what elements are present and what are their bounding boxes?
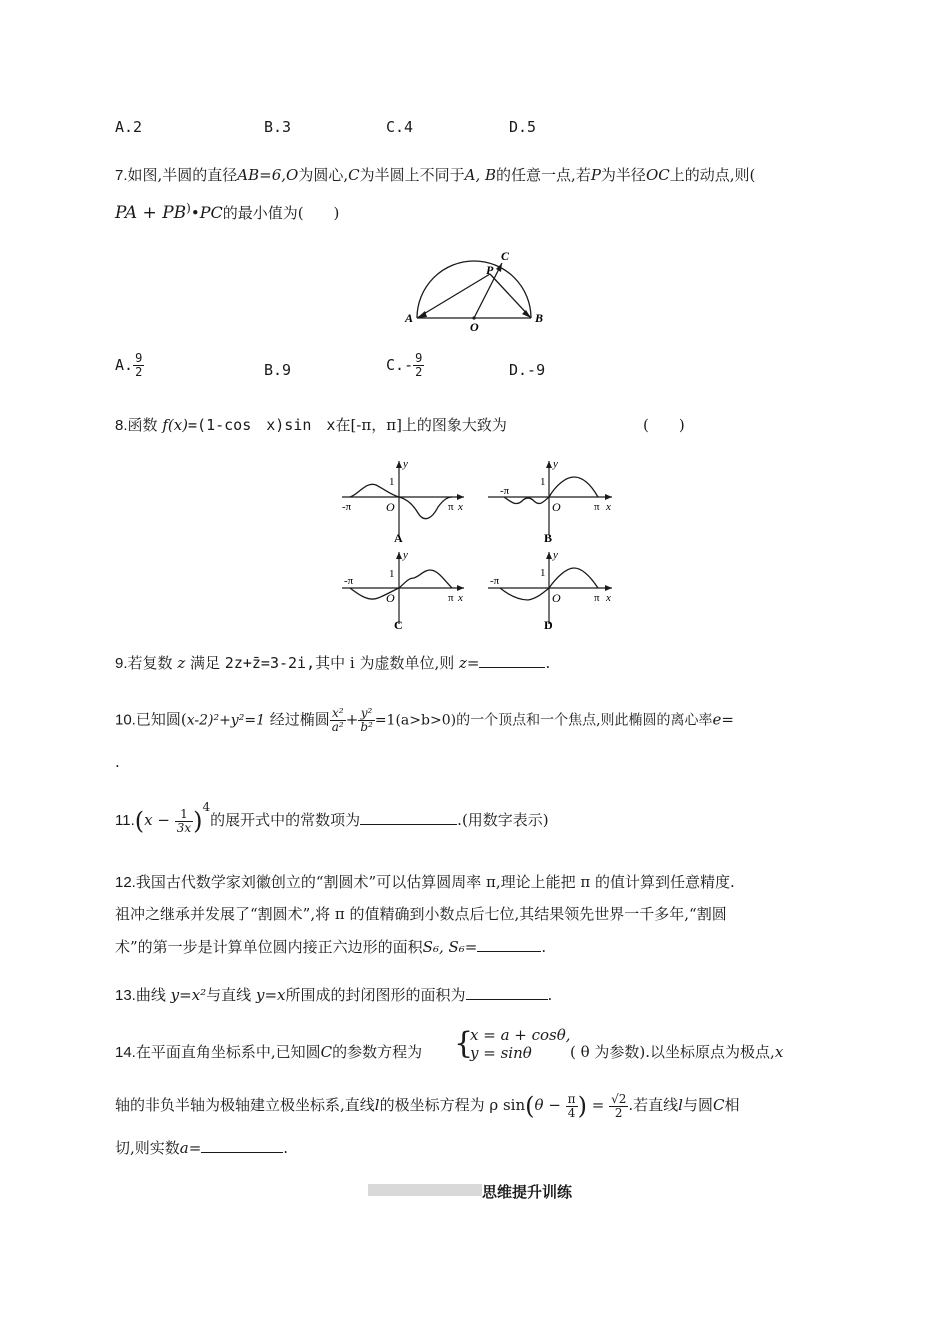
svg-text:-π: -π bbox=[344, 575, 354, 587]
q11-line: 11.(x − $\frac{1}{3x}$ )$^4$的展开式中的常数项为 .(用数字表示) bbox=[115, 800, 549, 835]
q12-line3: 术”的第一步是计算单位圆内接正六边形的面积S₆, S₆= . bbox=[115, 938, 547, 956]
svg-text:-π: -π bbox=[342, 501, 352, 513]
svg-text:π: π bbox=[448, 592, 454, 604]
arrow-b bbox=[522, 310, 531, 318]
svg-text:1: 1 bbox=[540, 476, 546, 488]
q10-line: 10.已知圆(x-2)²+y²=1 经过椭圆 $\frac{\text{x²}}{\text{a²}}$ + $\frac{\text{y²}}{\text{b²}}$ =1(a>b>0)的一个顶点和一个焦点,则此椭圆的离心率e= bbox=[115, 706, 734, 734]
arrow-c bbox=[496, 263, 502, 272]
svg-text:x: x bbox=[458, 592, 463, 604]
label-p: P bbox=[486, 263, 494, 277]
vector-pa bbox=[417, 274, 490, 318]
q13-line: 13.曲线 y=x²与直线 y=x所围成的封闭图形的面积为 . bbox=[115, 986, 553, 1004]
q6-option-a: A.2 bbox=[115, 118, 143, 136]
q6-option-d: D.5 bbox=[509, 118, 537, 136]
q14-line3: 切,则实数a= . bbox=[115, 1139, 289, 1157]
q7-vector-pc: PC bbox=[199, 203, 223, 222]
svg-text:y: y bbox=[403, 549, 408, 561]
graph-c-label: C bbox=[394, 618, 403, 632]
svg-text:O: O bbox=[552, 500, 561, 514]
svg-text:y: y bbox=[403, 458, 408, 470]
q12-line1: 12.我国古代数学家刘徽创立的“割圆术”可以估算圆周率 π,理论上能把 π 的值计算到任意精度. bbox=[115, 873, 735, 891]
svg-text:π: π bbox=[448, 501, 454, 513]
q14-line1-end: ( θ 为参数).以坐标原点为极点,x bbox=[570, 1043, 784, 1061]
q7-vector-expr: PA + PB bbox=[115, 203, 187, 223]
q7-option-c: C.- $\frac{9}{2}$ bbox=[386, 351, 423, 379]
svg-text:x: x bbox=[606, 501, 611, 513]
svg-text:O: O bbox=[386, 591, 395, 605]
label-a: A bbox=[405, 311, 414, 325]
q14-line2: 轴的非负半轴为极轴建立极坐标系,直线l的极坐标方程为 ρ sin(θ − $\frac{\pi}{4}$ ) = $\frac{√2}{2}$ .若直线l与圆C相 bbox=[115, 1091, 740, 1120]
svg-text:π: π bbox=[594, 592, 600, 604]
q6-option-c: C.4 bbox=[386, 118, 414, 136]
svg-text:-π: -π bbox=[490, 575, 500, 587]
svg-text:1: 1 bbox=[389, 568, 395, 580]
q13-answer-blank[interactable] bbox=[466, 985, 548, 1000]
q8-graph-c bbox=[336, 548, 476, 632]
label-b: B bbox=[535, 311, 544, 325]
q8-graph-a bbox=[336, 455, 476, 547]
svg-text:y: y bbox=[553, 549, 558, 561]
svg-text:x: x bbox=[606, 592, 611, 604]
q8-graph-b bbox=[486, 455, 626, 547]
svg-text:y: y bbox=[553, 458, 558, 470]
q7-line1: 7.如图,半圆的直径AB=6,O为圆心,C为半圆上不同于A, B的任意一点,若P为半径OC上的动点,则( bbox=[115, 166, 756, 184]
q7-option-a: A. $\frac{9}{2}$ bbox=[115, 351, 143, 379]
q7-number: 7. bbox=[115, 167, 128, 184]
q7-option-d: D.-9 bbox=[509, 361, 546, 379]
q7-semicircle-figure bbox=[400, 248, 560, 334]
graph-a-label: A bbox=[394, 531, 403, 545]
label-o: O bbox=[470, 320, 479, 334]
q8-graph-d bbox=[486, 548, 626, 632]
q7-line2: PA + PB)•PC的最小值为( ) bbox=[115, 201, 340, 223]
graph-b-label: B bbox=[544, 531, 553, 545]
svg-text:O: O bbox=[552, 591, 561, 605]
q8-line: 8.函数 f(x)=(1-cos x)sin x在[-π，π]上的图象大致为 bbox=[115, 416, 507, 434]
arrow-a bbox=[417, 311, 427, 318]
q10-end: . bbox=[115, 753, 120, 771]
svg-text:O: O bbox=[386, 500, 395, 514]
svg-text:-π: -π bbox=[500, 485, 510, 497]
svg-text:π: π bbox=[594, 501, 600, 513]
q14-line1: 14.在平面直角坐标系中,已知圆C的参数方程为 bbox=[115, 1043, 423, 1061]
svg-text:1: 1 bbox=[540, 567, 546, 579]
q12-answer-blank[interactable] bbox=[477, 937, 541, 952]
q6-option-b: B.3 bbox=[264, 118, 292, 136]
q9-answer-blank[interactable] bbox=[479, 653, 545, 668]
q9-line: 9.若复数 z 满足 2z+z̄=3-2i,其中 i 为虚数单位,则 z= . bbox=[115, 654, 551, 672]
section-header-bar bbox=[368, 1184, 482, 1196]
q14-answer-blank[interactable] bbox=[201, 1138, 283, 1153]
svg-text:1: 1 bbox=[389, 476, 395, 488]
semicircle-arc bbox=[417, 261, 531, 318]
label-c: C bbox=[501, 249, 510, 263]
svg-text:x: x bbox=[458, 501, 463, 513]
graph-d-label: D bbox=[544, 618, 553, 632]
q7-option-b: B.9 bbox=[264, 361, 292, 379]
q8-answer-paren: ( ) bbox=[643, 416, 685, 434]
section-title: 思维提升训练 bbox=[482, 1183, 573, 1201]
q12-line2: 祖冲之继承并发展了“割圆术”,将 π 的值精确到小数点后七位,其结果领先世界一千多年,“割圆 bbox=[115, 905, 727, 923]
q11-answer-blank[interactable] bbox=[360, 810, 457, 825]
